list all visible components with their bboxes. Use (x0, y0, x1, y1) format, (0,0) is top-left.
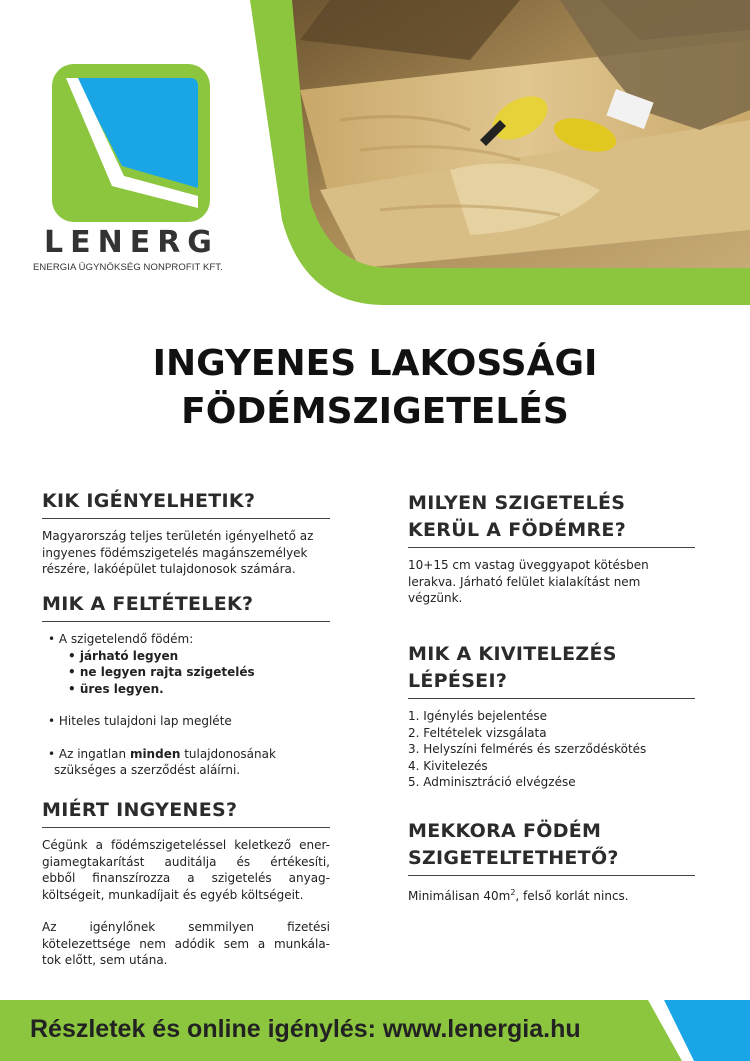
section-divider (408, 875, 695, 876)
step-item: 5. Adminisztráció elvégzése (408, 775, 576, 789)
condition-document: • Hiteles tulajdoni lap megléte (48, 714, 232, 728)
section-size-heading-line-1: MEKKORA FÖDÉM (408, 820, 602, 842)
section-steps-heading-line-1: MIK A KIVITELEZÉS (408, 643, 617, 665)
section-divider (42, 621, 330, 622)
why-text-line: giamegtakarítást auditálja és értékesíti, (42, 854, 330, 869)
condition-owners-post: tulajdonosának (180, 746, 276, 761)
footer-label: Részletek és online igénylés: (30, 1015, 383, 1043)
section-steps (408, 641, 695, 791)
section-steps-heading-line-2: LÉPÉSEI? (408, 670, 508, 692)
section-divider (408, 547, 695, 548)
size-text-post: , felső korlát nincs. (515, 889, 629, 903)
section-why (42, 797, 330, 969)
section-size-heading-line-2: SZIGETELTETHETŐ? (408, 847, 619, 869)
step-item: 3. Helyszíni felmérés és szerződéskötés (408, 742, 647, 756)
logo-wordmark: LENERG (44, 225, 219, 260)
who-text-line: ingyenes födémszigetelés magánszemélyek (42, 545, 308, 560)
what-text-line: 10+15 cm vastag üveggyapot kötésben (408, 558, 649, 572)
step-item: 2. Feltételek vizsgálata (408, 725, 547, 740)
condition-intro: • A szigetelendő födém: (48, 632, 194, 646)
who-text-line: Magyarország teljes területén igényelhető az (42, 529, 314, 543)
why-text-line: ebből finanszírozza a szigetelés anyag- (42, 871, 330, 885)
section-size (408, 818, 695, 905)
condition-item: • járható legyen (68, 648, 179, 663)
condition-owners (48, 746, 330, 763)
section-what-heading-line-2: KERÜL A FÖDÉMRE? (408, 519, 627, 541)
logo-mark (52, 64, 210, 222)
page-title-line-1: INGYENES LAKOSSÁGI (152, 343, 598, 384)
size-text-pre: Minimálisan 40m (408, 889, 511, 903)
logo-subtitle: ENERGIA ÜGYNÖKSÉG NONPROFIT KFT. (33, 262, 223, 273)
why-text-line: költségeit, munkadíjait és egyéb költségeit. (42, 887, 304, 902)
section-who-heading: KIK IGÉNYELHETIK? (42, 490, 256, 512)
size-text (408, 885, 695, 905)
section-divider (42, 518, 330, 519)
page-title (0, 340, 750, 436)
section-divider (42, 827, 330, 828)
condition-item: • ne legyen rajta szigetelés (68, 665, 255, 679)
section-conditions-heading: MIK A FELTÉTELEK? (42, 593, 254, 615)
insulation-photo (280, 0, 750, 280)
section-what (408, 490, 695, 607)
what-text-line: lerakva. Járható felület kialakítást nem (408, 574, 641, 589)
condition-owners-emphasis: minden (129, 746, 181, 761)
condition-item: • üres legyen. (68, 681, 164, 696)
section-who (42, 488, 330, 578)
condition-owners-pre: • Az ingatlan (48, 746, 130, 761)
who-text-line: részére, lakóépület tulajdonosok számára. (42, 562, 296, 576)
section-why-heading: MIÉRT INGYENES? (42, 799, 238, 821)
size-text-sup: 2 (510, 888, 516, 897)
why-text-line: tok előtt, sem utána. (42, 953, 168, 967)
step-item: 4. Kivitelezés (408, 758, 488, 773)
what-text-line: végzünk. (408, 591, 463, 605)
why-text-line: Cégünk a födémszigeteléssel keletkező ener- (42, 838, 330, 852)
condition-owners-line-2: szükséges a szerződést aláírni. (54, 763, 241, 777)
footer-cta (30, 1012, 581, 1046)
section-what-heading-line-1: MILYEN SZIGETELÉS (408, 492, 626, 514)
why-text-line: Az igénylőnek semmilyen fizetési (42, 920, 330, 934)
footer-website-link[interactable]: www.lenergia.hu (382, 1015, 581, 1043)
step-item: 1. Igénylés bejelentése (408, 709, 548, 723)
section-divider (408, 698, 695, 699)
why-text-line: kötelezettsége nem adódik sem a munkála- (42, 936, 330, 951)
page-title-line-2: FÖDÉMSZIGETELÉS (181, 391, 569, 432)
section-conditions (42, 591, 330, 779)
